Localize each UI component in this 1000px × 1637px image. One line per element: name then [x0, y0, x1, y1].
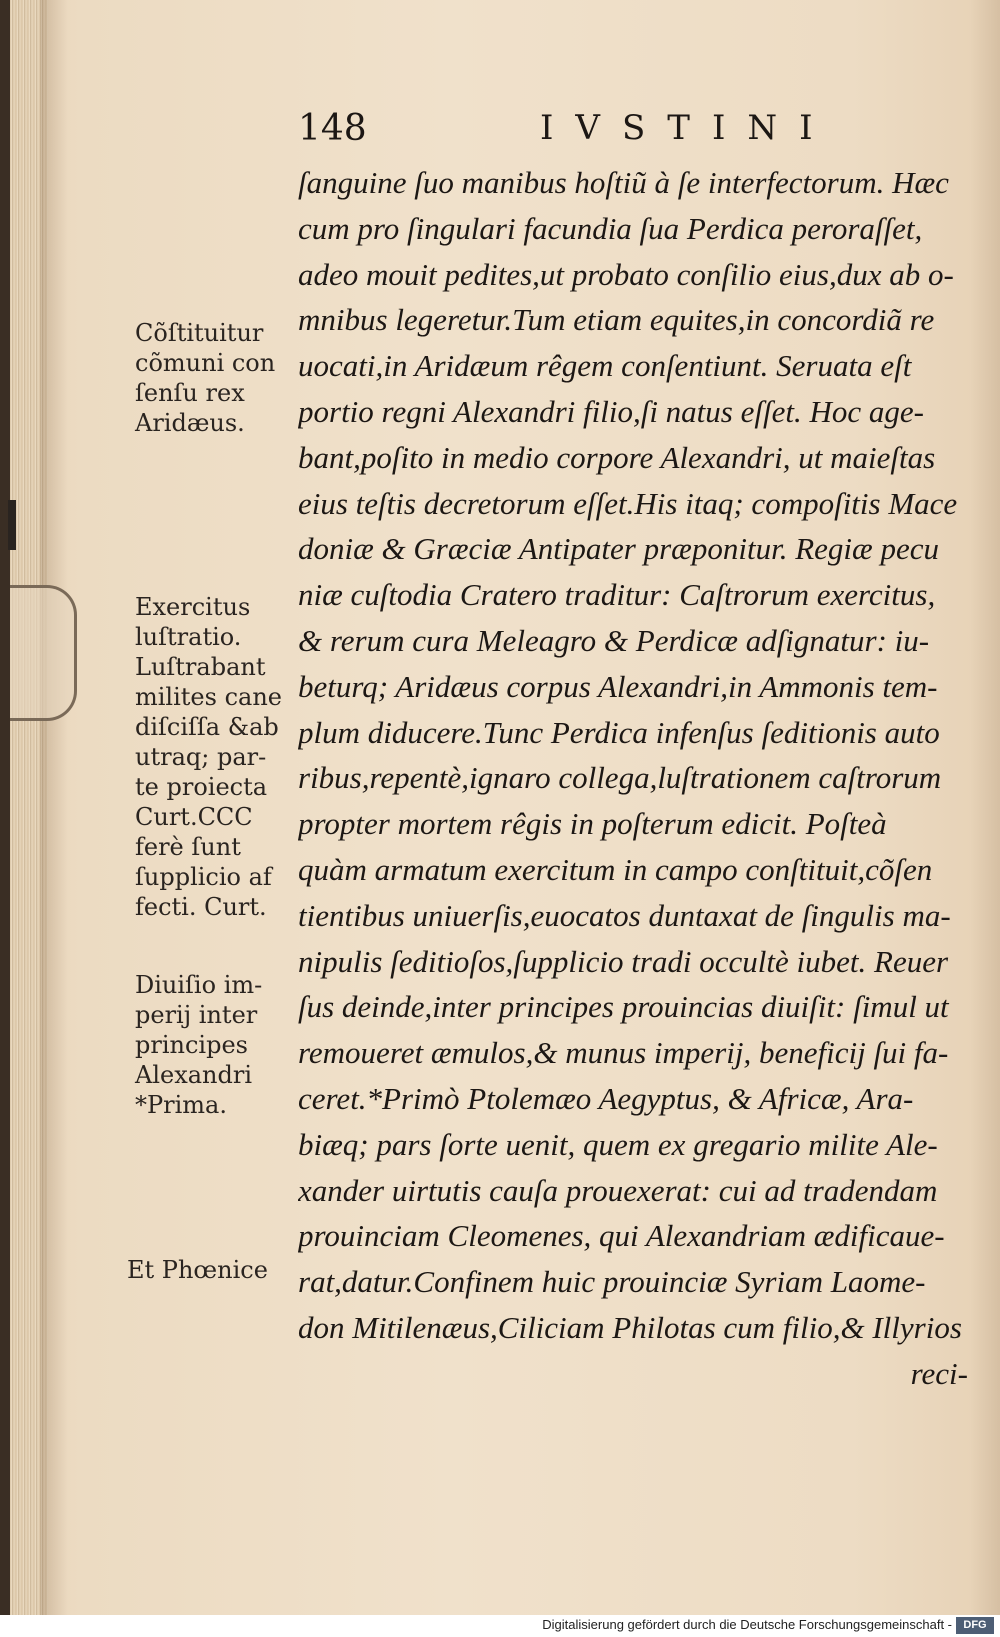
text-line: mnibus legeretur.Tum etiam equites,in concordiã re: [298, 302, 935, 338]
text-line: bant,poſito in medio corpore Alexandri, ut maieſtas: [298, 439, 936, 475]
text-line: uocati,in Aridæum rêgem conſentiunt. Seruata eſt: [298, 348, 912, 384]
page-number: 148: [298, 108, 367, 149]
text-line: tientibus uniuerſis,euocatos duntaxat de ſingulis ma-: [298, 897, 951, 933]
text-line: ribus,repentè,ignaro collega,luſtrationem caſtrorum: [298, 760, 942, 796]
text-line: & rerum cura Meleagro & Perdicæ adſignatur: iu-: [298, 622, 930, 658]
text-line: nipulis ſeditioſos,ſupplicio tradi occultè iubet. Reuer: [298, 943, 949, 979]
gutter-shadow: [40, 0, 68, 1615]
text-line: propter mortem rêgis in poſterum edicit. Poſteà: [298, 806, 887, 842]
text-line: rat,datur.Confinem huic prouinciæ Syriam Laome-: [298, 1264, 926, 1300]
text-line: prouinciam Cleomenes, qui Alexandriam ædificaue-: [298, 1218, 945, 1254]
text-line: ceret.*Primò Ptolemæo Aegyptus, & Africæ, Ara-: [298, 1080, 914, 1116]
text-line: niæ cuſtodia Cratero traditur: Caſtrorum exercitus,: [298, 577, 936, 613]
text-line: cum pro ſingulari facundia ſua Perdica peroraſſet,: [298, 210, 923, 246]
text-line: beturq; Aridæus corpus Alexandri,in Ammonis tem-: [298, 668, 938, 704]
page-tab-outline: [0, 585, 77, 721]
running-title: IVSTINI: [540, 108, 835, 148]
text-line: portio regni Alexandri filio,ſi natus eſſet. Hoc age-: [298, 393, 924, 429]
main-text-block: [298, 160, 988, 1397]
footer-bar: [0, 1615, 1000, 1637]
text-line: remoueret æmulos,& munus imperij, beneficij ſui fa-: [298, 1035, 949, 1071]
text-line: doniæ & Græciæ Antipater præponitur. Regiæ pecu: [298, 531, 939, 567]
text-line: plum diducere.Tunc Perdica infenſus ſeditionis auto: [298, 714, 940, 750]
binding-mark: [8, 500, 16, 550]
page-header: [0, 108, 1000, 148]
text-line: ſus deinde,inter principes prouincias diuiſit: ſimul ut: [298, 989, 949, 1025]
text-line: quàm armatum exercitum in campo conſtituit,cõſen: [298, 851, 933, 887]
margin-note: Et Phœnice: [127, 1256, 268, 1284]
dfg-logo: DFG: [956, 1617, 994, 1634]
text-line: eius teſtis decretorum eſſet.His itaq; compoſitis Mace: [298, 485, 958, 521]
margin-note: Exercitus luſtratio. Luſtrabant milites cane diſciſſa &ab utraq; par- te proiecta Curt.CCC ferè ſunt ſupplicio af fecti. Curt.: [135, 593, 282, 921]
margin-note: Diuiſio im- perij inter principes Alexandri *Prima.: [135, 971, 263, 1119]
text-line: xander uirtutis cauſa prouexerat: cui ad tradendam: [298, 1172, 938, 1208]
text-line: adeo mouit pedites,ut probato conſilio eius,dux ab o-: [298, 256, 954, 292]
text-line: ſanguine ſuo manibus hoſtiũ à ſe interfectorum. Hæc: [298, 165, 949, 200]
text-line: reci-: [910, 1355, 968, 1391]
text-line: biæq; pars ſorte uenit, quem ex gregario milite Ale-: [298, 1126, 938, 1162]
margin-note: Cõſtituitur cõmuni con ſenſu rex Aridæus.: [135, 319, 276, 437]
funding-credit: Digitalisierung gefördert durch die Deutsche Forschungsgemeinschaft -: [542, 1617, 952, 1632]
text-line: don Mitilenæus,Ciliciam Philotas cum filio,& Illyrios: [298, 1309, 962, 1345]
left-binding-edge: [0, 0, 10, 1615]
